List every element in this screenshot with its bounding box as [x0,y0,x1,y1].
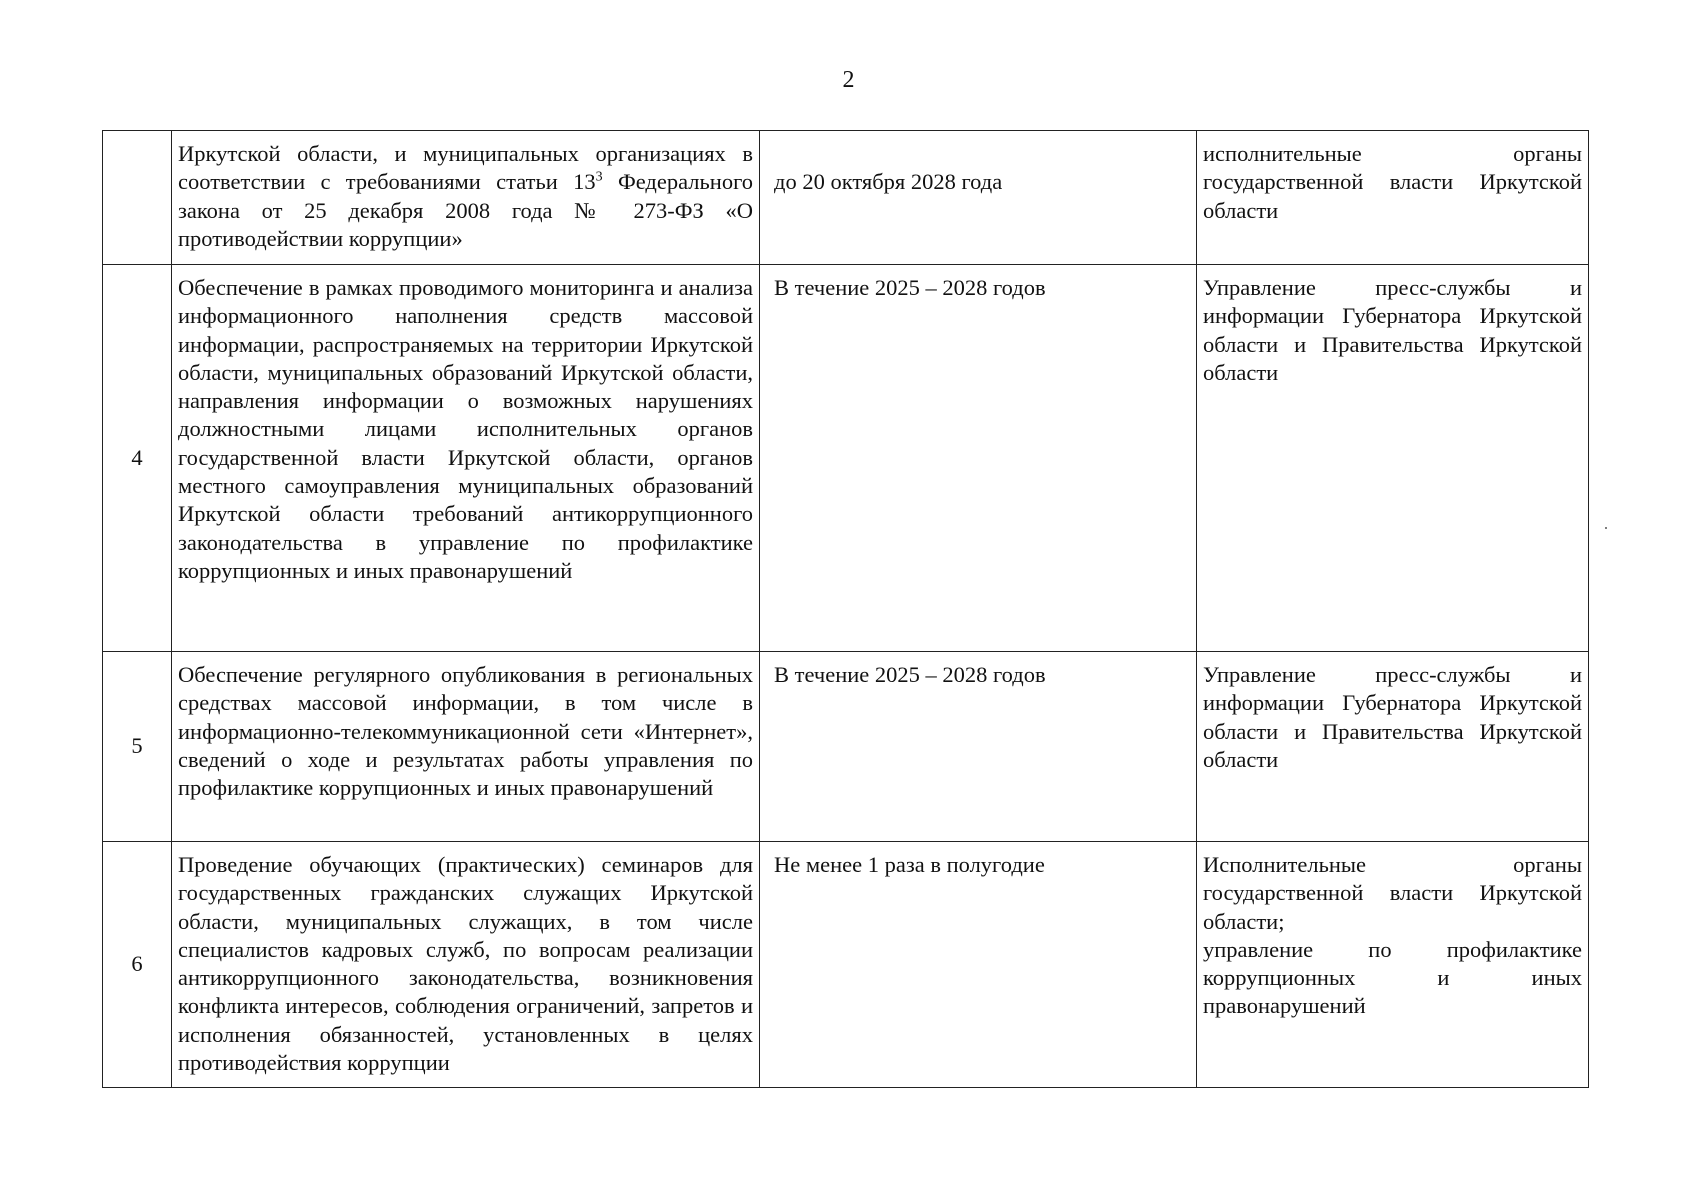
row-number-cell [103,131,172,265]
action-cell: Проведение обучающих (практических) семинаров для государственных гражданских служащих Иркутской области, муниципальных служащих, в том числе специалистов кадровых служб, по вопросам реализации антикоррупционного законодательства, возникновения конфликта интересов, соблюдения ограничений, запретов и исполнения обязанностей, установленных в целях противодействия коррупции [172,842,760,1088]
action-cell [172,131,760,265]
executor-text: исполнительные органы государственной власти Иркутской области [1203,141,1582,223]
row-number-cell: 4 [103,265,172,652]
executor-cell [1197,131,1589,265]
page-number: 2 [842,67,855,93]
row-number-cell: 6 [103,842,172,1088]
table-row [103,265,1589,652]
term-cell: В течение 2025 – 2028 годов [760,265,1197,652]
term-cell: В течение 2025 – 2028 годов [760,652,1197,842]
scan-speck [1605,527,1607,529]
action-text: Иркутской области, и муниципальных организациях в соответствии с требованиями статьи 13 [178,141,753,195]
executor-line: управление по профилактике коррупционных и иных правонарушений [1203,936,1582,1019]
executor-cell: Управление пресс-службы и информации Губернатора Иркутской области и Правительства Иркутской области [1197,265,1589,652]
term-cell: Не менее 1 раза в полугодие [760,842,1197,1088]
table-row [103,131,1589,265]
table-row [103,842,1589,1088]
action-text-tail: Федерального закона от 25 декабря 2008 года № 273-ФЗ «О противодействии коррупции» [178,169,753,251]
action-plan-table [102,130,1589,1088]
term-text: до 20 октября 2028 года [774,169,1003,194]
executor-cell: Управление пресс-службы и информации Губернатора Иркутской области и Правительства Иркутской области [1197,652,1589,842]
action-cell: Обеспечение в рамках проводимого мониторинга и анализа информационного наполнения средств массовой информации, распространяемых на территории Иркутской области, муниципальных образований Иркутской области, направления информации о возможных нарушениях должностными лицами исполнительных органов государственной власти Иркутской области, органов местного самоуправления муниципальных образований Иркутской области требований антикоррупционного законодательства в управление по профилактике коррупционных и иных правонарушений [172,265,760,652]
article-superscript: 3 [595,169,603,185]
executor-line: Исполнительные органы государственной власти Иркутской области; [1203,852,1582,934]
row-number-cell: 5 [103,652,172,842]
term-cell [760,131,1197,265]
action-cell: Обеспечение регулярного опубликования в региональных средствах массовой информации, в том числе в информационно-телекоммуникационной сети «Интернет», сведений о ходе и результатах работы управления по профилактике коррупционных и иных правонарушений [172,652,760,842]
executor-cell [1197,842,1589,1088]
table-row [103,652,1589,842]
